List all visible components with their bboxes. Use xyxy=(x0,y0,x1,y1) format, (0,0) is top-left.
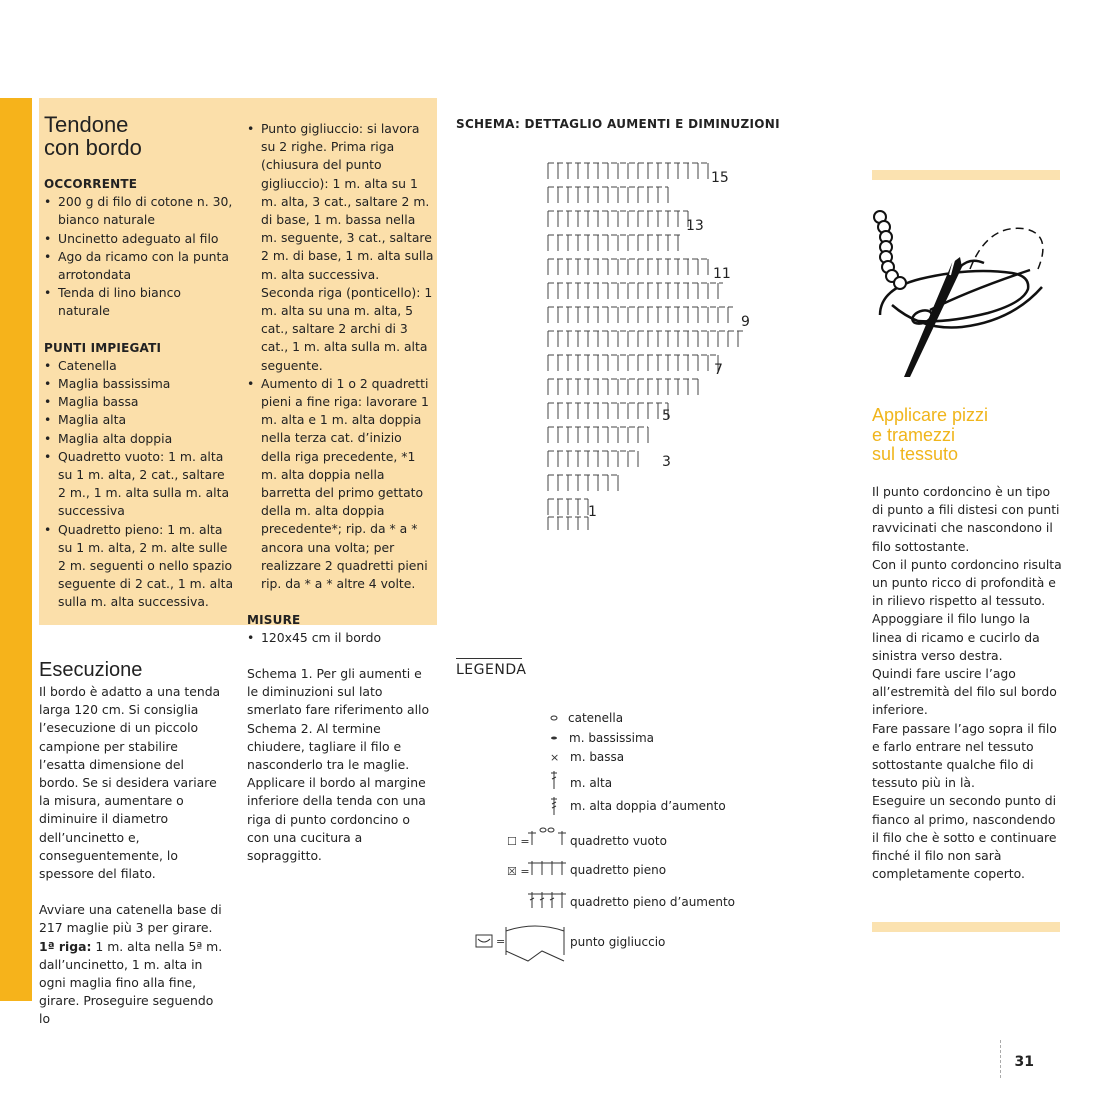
page-title xyxy=(44,113,142,159)
list-item: • Quadretto pieno: 1 m. alta su 1 m. alta, 2 m. alte sulle 2 m. seguenti o nello spazio seguente di 2 cat., 1 m. alta sulla m. alta successiva. xyxy=(44,521,234,612)
needle-illustration xyxy=(870,205,1065,385)
slip-stitch-symbol xyxy=(551,737,557,740)
open-mesh-symbol xyxy=(528,831,566,845)
paragraph: Quindi fare uscire l’ago all’estremità del filo sul bordo inferiore. xyxy=(872,666,1057,718)
crochet-chart xyxy=(540,155,770,530)
list-item: • Maglia alta doppia xyxy=(44,430,234,448)
legend-label: quadretto pieno d’aumento xyxy=(570,895,736,909)
materials-column-2 xyxy=(247,120,435,648)
sidebar-top-bar xyxy=(872,170,1060,180)
legend-prefix: ☐ = xyxy=(507,835,530,848)
legend-rule xyxy=(456,658,522,659)
lacet-box-symbol xyxy=(476,935,492,947)
schema-title: SCHEMA: DETTAGLIO AUMENTI E DIMINUZIONI xyxy=(456,117,780,131)
occorrente-heading: OCCORRENTE xyxy=(44,177,138,191)
legend-label: quadretto vuoto xyxy=(570,834,667,848)
row-number: 13 xyxy=(686,218,704,234)
row-number: 7 xyxy=(714,362,723,378)
sidebar-title xyxy=(872,406,988,465)
list-item: • 200 g di filo di cotone n. 30, bianco naturale xyxy=(44,193,234,229)
paragraph: Il bordo è adatto a una tenda larga 120 cm. Si consiglia l’esecuzione di un piccolo campione per stabilire l’esatta dimensione del bordo. Se si desidera variare la misura, aumentare o diminuire il diametro dell’uncinetto e, conseguentemente, lo spessore del filato. xyxy=(39,684,221,882)
accent-side-bar xyxy=(0,98,32,1001)
misure-list xyxy=(247,629,435,647)
list-item: • Ago da ricamo con la punta arrotondata xyxy=(44,248,234,284)
legend-label: m. alta doppia d’aumento xyxy=(570,799,726,813)
treble-increase-symbol xyxy=(551,797,557,815)
single-crochet-symbol: × xyxy=(550,751,560,764)
paragraph: Con il punto cordoncino risulta un punto ricco di profondità e in rilievo rispetto al tessuto. xyxy=(872,556,1062,609)
list-item: • Maglia bassissima xyxy=(44,375,234,393)
esecuzione-title: Esecuzione xyxy=(39,659,143,681)
occorrente-list xyxy=(44,193,234,320)
solid-mesh-increase-symbol xyxy=(528,892,566,908)
lacet-stitch-symbol xyxy=(506,926,564,961)
paragraph: 1 m. alta nella 5ª m. dall’uncinetto, 1 m. alta in ogni maglia fino alla fine, girare. Proseguire seguendo lo xyxy=(39,938,223,1027)
paragraph: Schema 1. Per gli aumenti e le diminuzioni sul lato smerlato fare riferimento allo Schema 2. Al termine chiudere, tagliare il filo e nasconderlo tra le maglie. Applicare il bordo al margine inferiore della tenda con una riga di punto cordoncino o con una cucitura a sopraggitto. xyxy=(247,666,430,864)
title-line-2: con bordo xyxy=(44,135,142,160)
punti-list xyxy=(44,357,234,612)
legend-label: punto gigliuccio xyxy=(570,935,666,949)
punti-list-continued xyxy=(247,120,435,593)
paragraph: Appoggiare il filo lungo la linea di ricamo e cucirlo da sinistra verso destra. xyxy=(872,611,1040,663)
row-label: 1ª riga: xyxy=(39,938,92,954)
sidebar-title-line: e tramezzi xyxy=(872,424,956,445)
misure-heading: MISURE xyxy=(247,613,301,628)
row-number: 11 xyxy=(713,266,731,282)
legend-label: catenella xyxy=(568,711,624,725)
page-number-rule xyxy=(1000,1040,1002,1078)
list-item: • Quadretto vuoto: 1 m. alta su 1 m. alta, 2 cat., saltare 2 m., 1 m. alta sulla m. alta successiva xyxy=(44,448,234,521)
list-item: • Tenda di lino bianco naturale xyxy=(44,284,234,320)
sidebar-title-line: sul tessuto xyxy=(872,444,959,464)
legend-symbols xyxy=(470,705,570,975)
row-number: 1 xyxy=(588,504,597,520)
list-item: • Maglia bassa xyxy=(44,393,234,411)
list-item: • Maglia alta xyxy=(44,411,234,429)
esecuzione-column-2 xyxy=(247,665,435,865)
legend-label: quadretto pieno xyxy=(570,863,667,877)
list-item: • Uncinetto adeguato al filo xyxy=(44,230,234,248)
list-item: • Punto gigliuccio: si lavora su 2 righe. Prima riga (chiusura del punto gigliuccio): 1 m. alta su 1 m. alta, 3 cat., saltare 2 m. di base, 1 m. bassa nella m. seguente, 3 cat., saltare 2 m. di base, 1 m. alta sulla m. alta successiva. Seconda riga (ponticello): 1 m. alta su una m. alta, 5 cat., saltare 2 archi di 3 cat., 1 m. alta sulla m. alta seguente. xyxy=(247,120,435,375)
paragraph: Eseguire un secondo punto di fianco al primo, nascondendo il filo che è sotto e continuare finché il filo non sarà completamente coperto. xyxy=(872,793,1057,882)
paragraph: Avviare una catenella base di 217 maglie più 3 per girare. xyxy=(39,902,222,936)
sidebar-bottom-bar xyxy=(872,922,1060,932)
esecuzione-column-1 xyxy=(39,683,227,1029)
legend-label: m. bassissima xyxy=(569,731,655,745)
paragraph: Fare passare l’ago sopra il filo e farlo entrare nel tessuto sottostante qualche filo di tessuto più in là. xyxy=(872,720,1057,791)
materials-column-1 xyxy=(44,175,234,612)
legend-label: m. alta xyxy=(570,776,613,790)
page-number: 31 xyxy=(1014,1054,1034,1070)
row-number: 9 xyxy=(741,314,750,330)
row-number: 3 xyxy=(662,454,671,470)
sidebar-body xyxy=(872,483,1062,883)
list-item: • Catenella xyxy=(44,357,234,375)
title-line-1: Tendone xyxy=(44,112,129,137)
sidebar-title-line: Applicare pizzi xyxy=(872,405,989,425)
paragraph: Il punto cordoncino è un tipo di punto a fili distesi con punti ravvicinati che nascondono il filo sottostante. xyxy=(872,484,1060,554)
list-item: • Aumento di 1 o 2 quadretti pieni a fine riga: lavorare 1 m. alta e 1 m. alta doppia nella terza cat. d’inizio della riga precedente, *1 m. alta doppia nella barretta del primo gettato della m. alta doppia precedente*; rip. da * a * ancora una volta; per realizzare 2 quadretti pieni rip. da * a * altre 4 volte. xyxy=(247,375,435,593)
solid-mesh-symbol xyxy=(528,861,566,875)
double-crochet-symbol xyxy=(551,771,557,789)
chain-symbol xyxy=(551,716,557,720)
legend-label: m. bassa xyxy=(570,750,625,764)
row-number: 5 xyxy=(662,408,671,424)
row-number: 15 xyxy=(711,170,729,186)
legend-prefix: ☒ = xyxy=(507,865,530,878)
punti-heading: PUNTI IMPIEGATI xyxy=(44,340,162,355)
legend-title: LEGENDA xyxy=(456,662,527,678)
legend-prefix: = xyxy=(496,935,506,948)
list-item: • 120x45 cm il bordo xyxy=(247,629,435,647)
